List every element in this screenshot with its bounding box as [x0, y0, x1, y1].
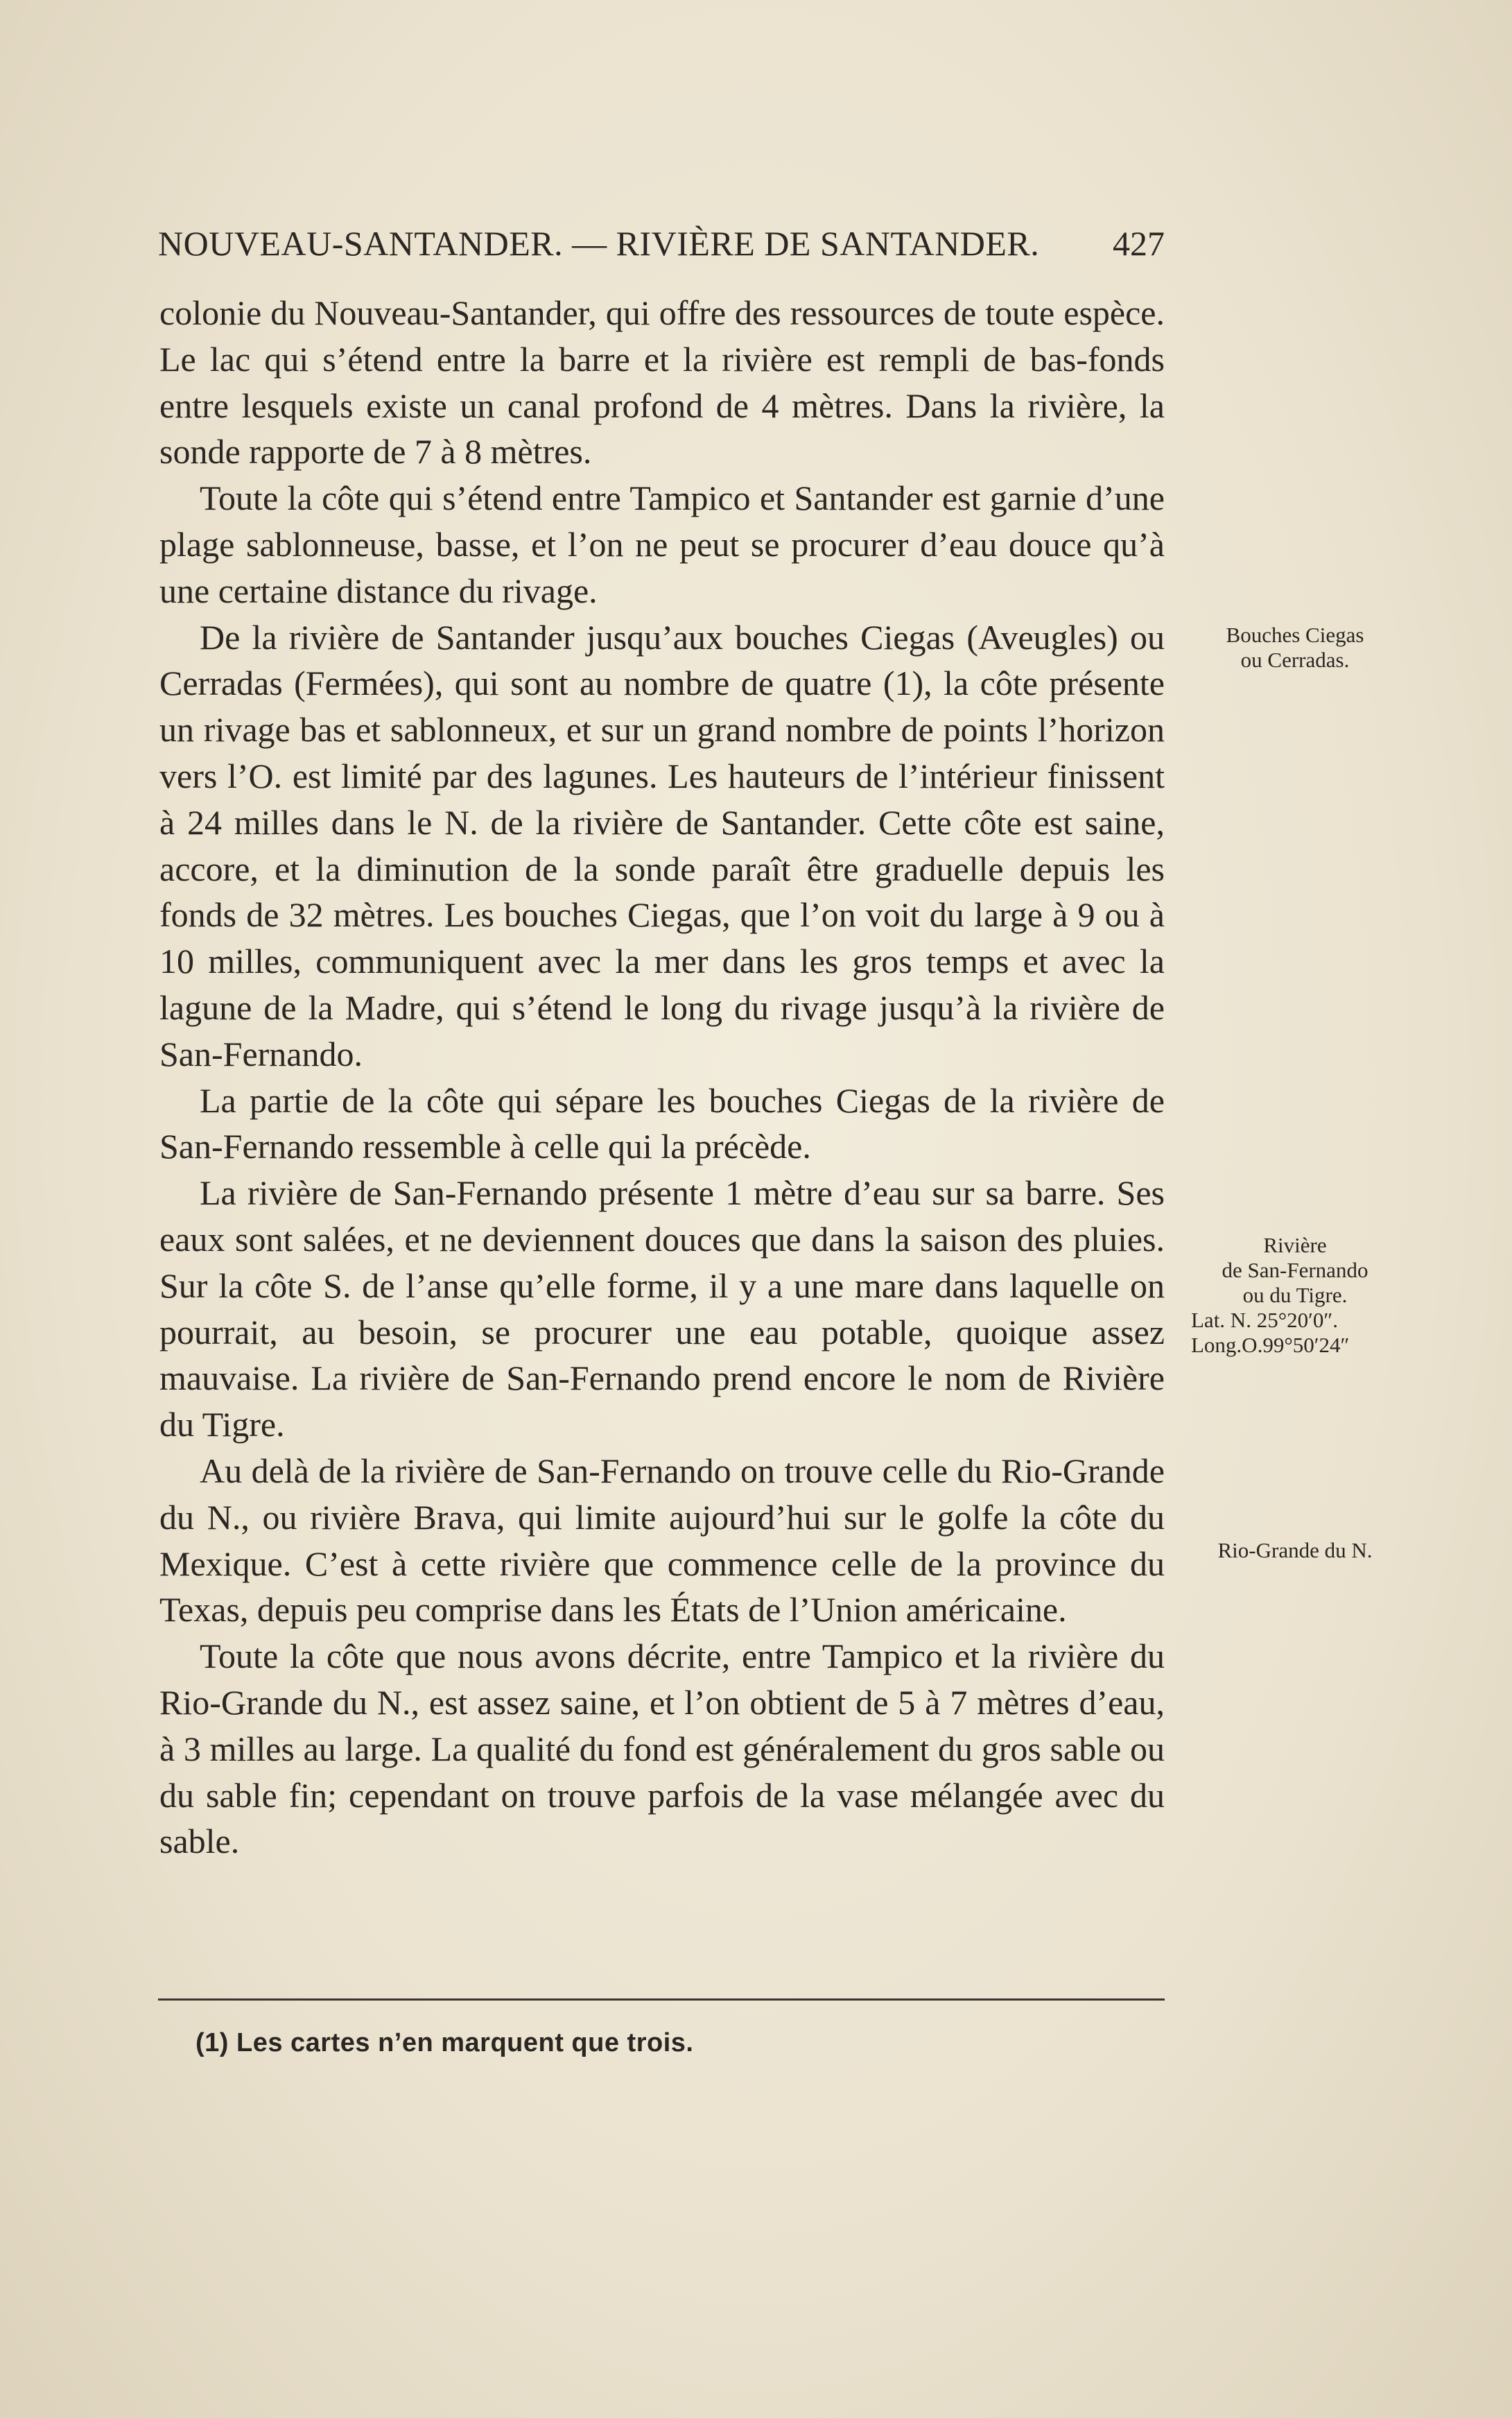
footnote-rule	[158, 1998, 1165, 2001]
sidenote-rio-grande	[1191, 1538, 1399, 1563]
running-header	[158, 223, 1165, 279]
paragraph-2: Toute la côte qui s’étend entre Tampico et Santander est garnie d’une plage sablonneuse, basse, et l’on ne peut se procurer d’eau douce qu’à une certaine distance du rivage.	[159, 478, 1165, 610]
sidenote-latitude: Lat. N. 25°20′0″.	[1191, 1308, 1339, 1332]
paragraph-3: De la rivière de Santander jusqu’aux bouches Ciegas (Aveugles) ou Cerradas (Fermées), qui sont au nombre de quatre (1), la côte présente un rivage bas et sablonneux, et sur un grand nombre de points l’horizon vers l’O. est limité par des lagunes. Les hauteurs de l’intérieur finissent à 24 milles dans le N. de la rivière de Santander. Cette côte est saine, accore, et la diminution de la sonde paraît être graduelle depuis les fonds de 32 mètres. Les bouches Ciegas, que l’on voit du large à 9 ou à 10 milles, communiquent avec la mer dans les gros temps et avec la lagune de la Madre, qui s’étend le long du rivage jusqu’à la rivière de San-Fernando.	[159, 617, 1165, 1073]
page-number: 427	[1113, 224, 1165, 263]
body-text	[159, 290, 1165, 1865]
sidenote-line: Rio-Grande du N.	[1217, 1538, 1373, 1562]
paragraph-7: Toute la côte que nous avons décrite, entre Tampico et la rivière du Rio-Grande du N., est assez saine, et l’on obtient de 5 à 7 mètres d’eau, à 3 milles au large. La qualité du fond est généralement du gros sable ou du sable fin; cependant on trouve parfois de la vase mélangée avec du sable.	[159, 1637, 1165, 1861]
sidenote-line: ou du Tigre.	[1242, 1283, 1348, 1307]
header-title: NOUVEAU-SANTANDER. — RIVIÈRE DE SANTANDER.	[158, 224, 1040, 263]
paragraph-6: Au delà de la rivière de San-Fernando on trouve celle du Rio-Grande du N., ou rivière Brava, qui limite aujourd’hui sur le golfe la côte du Mexique. C’est à cette rivière que commence celle de la province du Texas, depuis peu comprise dans les États de l’Union américaine.	[159, 1451, 1165, 1630]
sidenote-bouches-ciegas	[1191, 623, 1399, 673]
sidenote-longitude: Long.O.99°50′24″	[1191, 1333, 1350, 1357]
sidenote-line: Rivière	[1263, 1233, 1327, 1257]
footnote: (1) Les cartes n’en marquent que trois.	[195, 2028, 694, 2057]
sidenote-san-fernando	[1191, 1233, 1399, 1358]
paragraph-5: La rivière de San-Fernando présente 1 mètre d’eau sur sa barre. Ses eaux sont salées, et ne deviennent douces que dans la saison des pluies. Sur la côte S. de l’anse qu’elle forme, il y a une mare dans laquelle on pourrait, au besoin, se procurer une eau potable, quoique assez mauvaise. La rivière de San-Fernando prend encore le nom de Rivière du Tigre.	[159, 1173, 1165, 1444]
sidenote-line: Bouches Ciegas	[1226, 623, 1364, 647]
sidenote-line: ou Cerradas.	[1240, 648, 1350, 672]
sidenote-line: de San-Fernando	[1222, 1258, 1368, 1282]
paragraph-1: colonie du Nouveau-Santander, qui offre des ressources de toute espèce. Le lac qui s’étend entre la barre et la rivière est rempli de bas-fonds entre lesquels existe un canal profond de 4 mètres. Dans la rivière, la sonde rapporte de 7 à 8 mètres.	[159, 293, 1165, 472]
paragraph-4: La partie de la côte qui sépare les bouches Ciegas de la rivière de San-Fernando ressemble à celle qui la précède.	[159, 1080, 1165, 1166]
